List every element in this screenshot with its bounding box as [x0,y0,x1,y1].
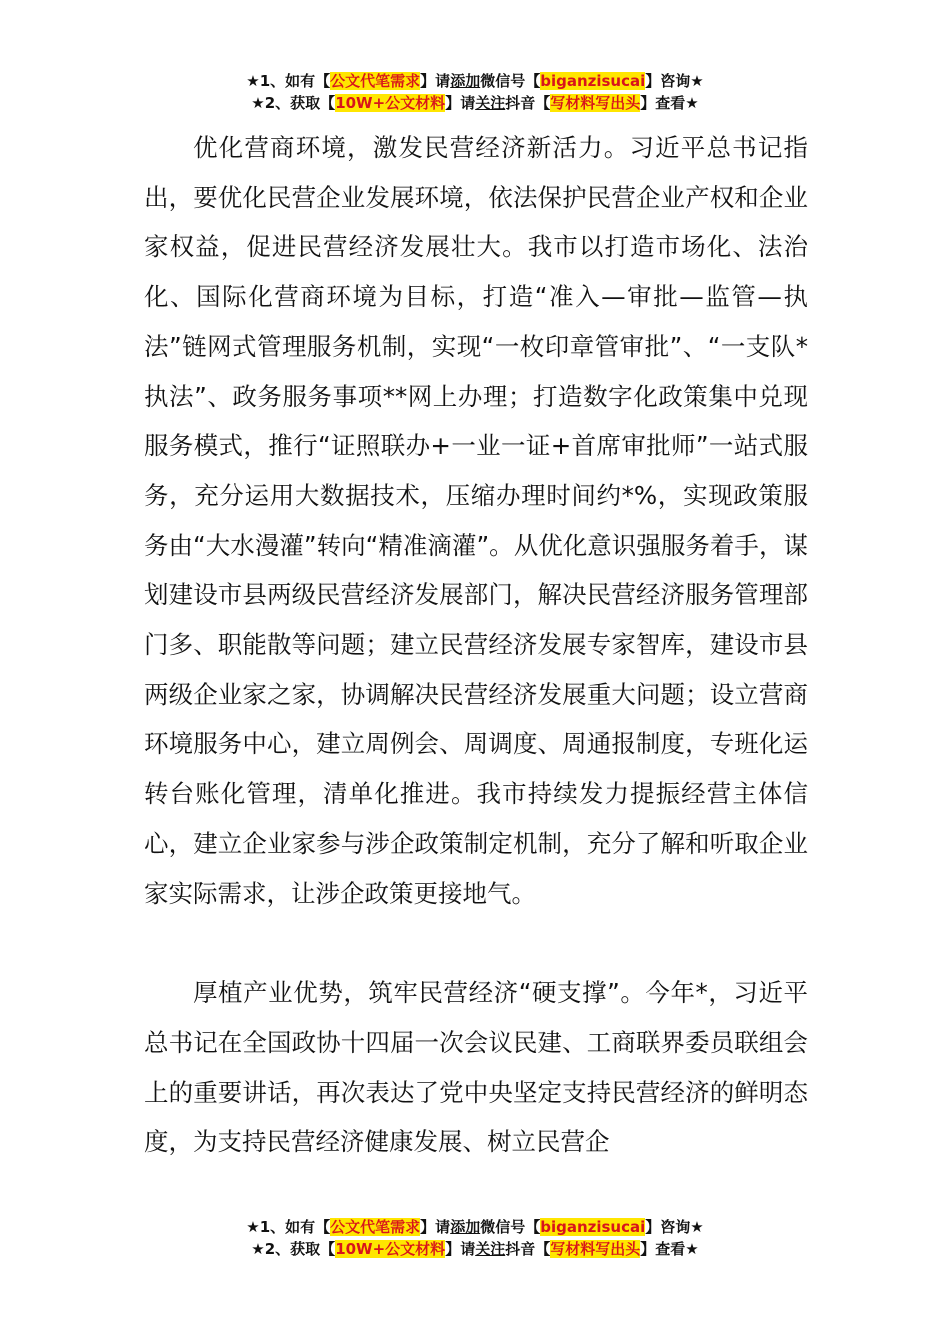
banner-line-1 [0,1216,950,1238]
banner-line-1 [0,70,950,92]
highlight-service: 公文代笔需求 [330,1218,421,1236]
banner-text: ★1、如有【 [246,1218,331,1236]
banner-text: ★2、获取【 [251,1240,336,1258]
banner-text: 】查看★ [640,1240,699,1258]
banner-text: ★2、获取【 [251,94,336,112]
banner-text: 】请 [445,94,476,112]
banner-line-2 [0,1238,950,1260]
banner-text: 】请 [420,1218,451,1236]
body-paragraph: 优化营商环境，激发民营经济新活力。习近平总书记指出，要优化民营企业发展环境，依法保护民营企业产权和企业家权益，促进民营经济发展壮大。我市以打造市场化、法治化、国际化营商环境为目标，打造“准入—审批—监管—执法”链网式管理服务机制，实现“一枚印章管审批”、“一支队*执法”、政务服务事项**网上办理；打造数字化政策集中兑现服务模式，推行“证照联办+一业一证+首席审批师”一站式服务，充分运用大数据技术，压缩办理时间约*%，实现政策服务由“大水漫灌”转向“精准滴灌”。从优化意识强服务着手，谋划建设市县两级民营经济发展部门，解决民营经济服务管理部门多、职能散等问题；建立民营经济发展专家智库，建设市县两级企业家之家，协调解决民营经济发展重大问题；设立营商环境服务中心，建立周例会、周调度、周通报制度，专班化运转台账化管理，清单化推进。我市持续发力提振经营主体信心，建立企业家参与涉企政策制定机制，充分了解和听取企业家实际需求，让涉企政策更接地气。 [144,133,808,908]
banner-line-2 [0,92,950,114]
banner-text: 抖音【 [505,1240,551,1258]
header-banner [0,70,950,114]
banner-text: 】咨询★ [645,72,704,90]
banner-text: 】查看★ [640,94,699,112]
highlight-douyin-account: 写材料写出头 [550,1240,641,1258]
banner-text-underlined: 添加 [450,1218,481,1236]
body-paragraph: 厚植产业优势，筑牢民营经济“硬支撑”。今年*，习近平总书记在全国政协十四届一次会议民建、工商联界委员联组会上的重要讲话，再次表达了党中央坚定支持民营经济的鲜明态度，为支持民营经济健康发展、树立民营企 [144,978,808,1157]
banner-text-underlined: 关注 [475,94,506,112]
highlight-service: 公文代笔需求 [330,72,421,90]
highlight-wechat-id: biganzisucai [540,72,646,90]
highlight-materials: 10W+公文材料 [335,1240,446,1258]
highlight-douyin-account: 写材料写出头 [550,94,641,112]
banner-text: 】请 [445,1240,476,1258]
banner-text: 微信号【 [480,1218,541,1236]
banner-text: 】咨询★ [645,1218,704,1236]
banner-text: ★1、如有【 [246,72,331,90]
banner-text: 微信号【 [480,72,541,90]
banner-text-underlined: 关注 [475,1240,506,1258]
footer-banner [0,1216,950,1260]
highlight-wechat-id: biganzisucai [540,1218,646,1236]
banner-text-underlined: 添加 [450,72,481,90]
highlight-materials: 10W+公文材料 [335,94,446,112]
banner-text: 】请 [420,72,451,90]
document-body [144,123,808,1167]
banner-text: 抖音【 [505,94,551,112]
